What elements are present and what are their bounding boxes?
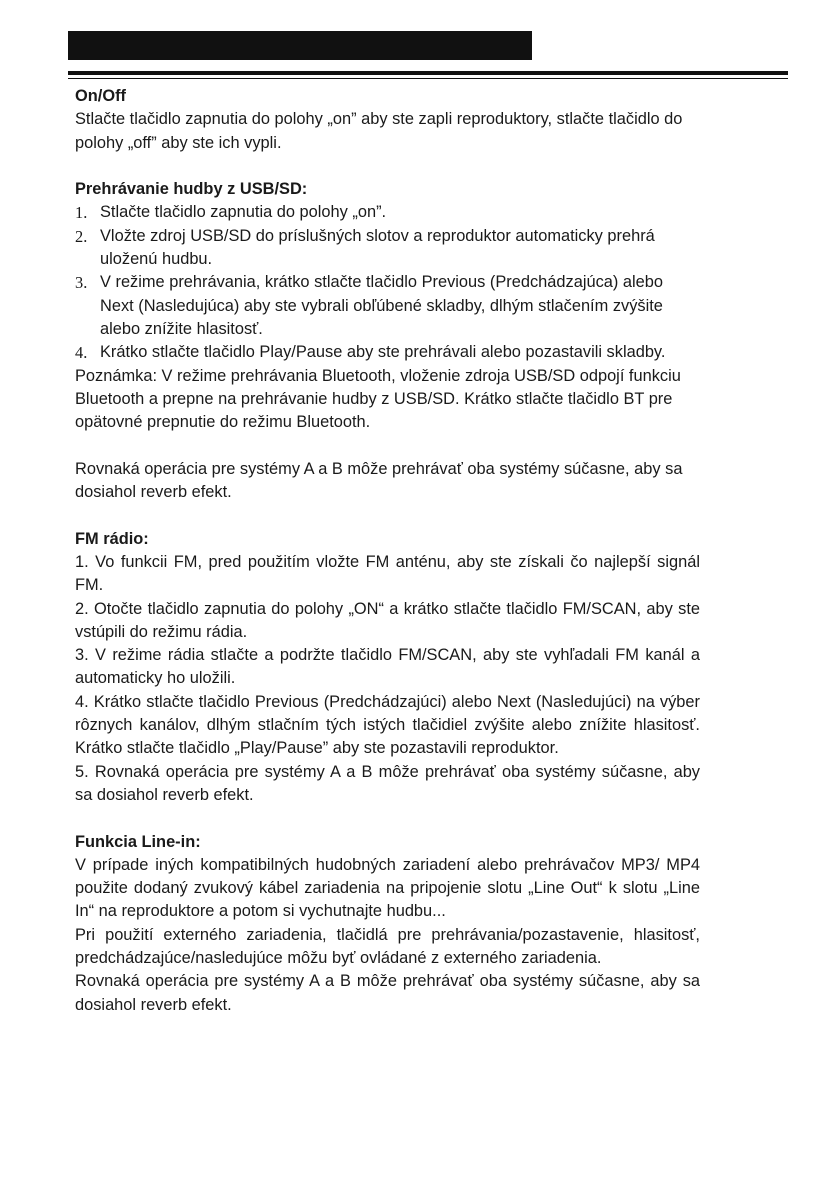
item-number: 3. [75, 273, 88, 293]
section-title-usb: Prehrávanie hudby z USB/SD: [75, 180, 308, 199]
fm-step: 2. Otočte tlačidlo zapnutia do polohy „ON“ a krátko stlačte tlačidlo FM/SCAN, aby ste vstúpili do režimu rádia. [75, 599, 700, 641]
spacer [75, 807, 700, 830]
linein-paragraph: V prípade iných kompatibilných hudobných zariadení alebo prehrávačov MP3/ MP4 použite dodaný zvukový kábel zariadenia na pripojenie slotu „Line Out“ k slotu „Line In“ na reproduktore a potom si vychutnajte hudbu... [75, 855, 700, 921]
section-fm [75, 528, 700, 808]
section-linein [75, 831, 700, 1017]
fm-step: 4. Krátko stlačte tlačidlo Previous (Predchádzajúci) alebo Next (Nasledujúci) na výber rôznych kanálov, dlhým stlačním tých istých tlačidiel zvýšite alebo znížite hlasitosť. Krátko stlačte tlačidlo „Play/Pause” aby ste pozastavili reproduktor. [75, 692, 700, 758]
usb-steps [75, 201, 700, 364]
section-title-fm: FM rádio: [75, 529, 149, 548]
linein-paragraph: Rovnaká operácia pre systémy A a B môže prehrávať oba systémy súčasne, aby sa dosiahol reverb efekt. [75, 972, 700, 1014]
usb-reverb-text: Rovnaká operácia pre systémy A a B môže prehrávať oba systémy súčasne, aby sa dosiahol reverb efekt. [75, 459, 683, 502]
item-text: V režime prehrávania, krátko stlačte tlačidlo Previous (Predchádzajúca) alebo Next (Nasledujúca) aby ste vybrali obľúbené skladby, dlhým stlačením zvýšite alebo znížite hlasitosť. [100, 273, 664, 338]
item-number: 4. [75, 343, 88, 363]
spacer [75, 434, 700, 457]
spacer [75, 504, 700, 527]
linein-paragraph: Pri použití externého zariadenia, tlačidlá pre prehrávania/pozastavenie, hlasitosť, predchádzajúce/nasledujúce môžu byť ovládané z externého zariadenia. [75, 925, 700, 967]
item-number: 2. [75, 226, 88, 246]
section-onoff [75, 85, 700, 155]
list-item [75, 271, 700, 341]
list-item [75, 341, 700, 364]
usb-note: Poznámka: V režime prehrávania Bluetooth, vloženie zdroja USB/SD odpojí funkciu Bluetooth a prepne na prehrávanie hudby z USB/SD. Krátko stlačte tlačidlo BT pre opätovné prepnutie do režimu Bluetooth. [75, 366, 681, 432]
page-content [75, 85, 700, 1017]
header-rule-thin [68, 78, 788, 79]
section-title-linein: Funkcia Line-in: [75, 832, 201, 851]
item-number: 1. [75, 203, 88, 223]
list-item [75, 225, 700, 272]
section-usb [75, 178, 700, 504]
item-text: Stlačte tlačidlo zapnutia do polohy „on”. [100, 203, 387, 222]
item-text: Vložte zdroj USB/SD do príslušných slotov a reproduktor automaticky prehrá uloženú hudbu. [100, 226, 655, 269]
fm-step: 5. Rovnaká operácia pre systémy A a B môže prehrávať oba systémy súčasne, aby sa dosiahol reverb efekt. [75, 762, 700, 804]
spacer [75, 155, 700, 178]
section-title-onoff: On/Off [75, 87, 126, 105]
fm-step: 3. V režime rádia stlačte a podržte tlačidlo FM/SCAN, aby ste vyhľadali FM kanál a automaticky ho uložili. [75, 646, 700, 688]
fm-step: 1. Vo funkcii FM, pred použitím vložte FM anténu, aby ste získali čo najlepší signál FM. [75, 552, 700, 595]
onoff-text: Stlačte tlačidlo zapnutia do polohy „on” aby ste zapli reproduktory, stlačte tlačidlo do polohy „off” aby ste ich vypli. [75, 110, 683, 152]
header-rule-thick [68, 71, 788, 75]
list-item [75, 201, 700, 224]
item-text: Krátko stlačte tlačidlo Play/Pause aby ste prehrávali alebo pozastavili skladby. [100, 343, 666, 362]
header-bar [68, 31, 532, 60]
